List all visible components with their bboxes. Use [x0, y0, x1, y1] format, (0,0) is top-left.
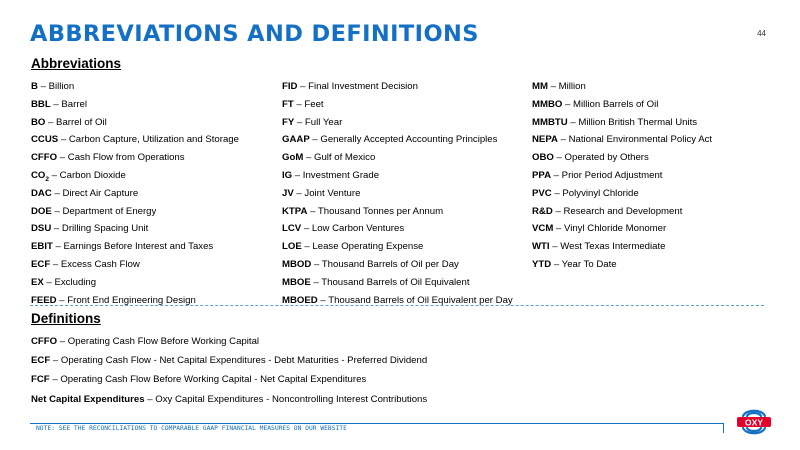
abbreviation-item-term: DAC	[31, 187, 52, 199]
abbreviation-item	[31, 170, 239, 188]
abbreviation-item-definition: – Thousand Barrels of Oil Equivalent	[310, 276, 470, 288]
abbreviation-item-definition: – Research and Development	[552, 205, 683, 217]
definition-item-term: FCF	[31, 374, 50, 386]
abbreviation-item-term: GoM	[282, 152, 304, 164]
abbreviation-item-term: OBO	[532, 152, 554, 164]
abbreviation-item-definition: – Lease Operating Expense	[301, 241, 424, 253]
definition-item-term: ECF	[31, 355, 51, 367]
definition-item	[31, 394, 427, 413]
abbreviation-item	[282, 188, 513, 206]
oxy-logo	[735, 402, 773, 442]
abbreviation-item-definition: – Feet	[293, 98, 324, 110]
abbreviations-column-2	[282, 81, 513, 312]
abbreviation-item-term: MBOED	[282, 294, 318, 306]
abbreviation-item-term: MBOD	[282, 258, 312, 270]
abbreviation-item-term: PVC	[532, 187, 552, 199]
abbreviation-item-definition: – Earnings Before Interest and Taxes	[52, 241, 214, 253]
abbreviation-item-definition: – National Environmental Policy Act	[557, 134, 713, 146]
abbreviation-item	[282, 99, 513, 117]
abbreviation-item-definition: – Investment Grade	[292, 169, 380, 181]
footer-note: NOTE: SEE THE RECONCILIATIONS TO COMPARABLE GAAP FINANCIAL MEASURES ON OUR WEBSITE	[30, 423, 724, 433]
abbreviations-column-3	[532, 81, 712, 277]
abbreviation-item	[282, 277, 513, 295]
abbreviation-item	[31, 117, 239, 135]
abbreviation-item	[532, 241, 712, 259]
abbreviation-item	[282, 206, 513, 224]
logo-text: OXY	[744, 417, 764, 428]
section-divider	[30, 305, 764, 306]
abbreviation-item	[31, 206, 239, 224]
abbreviation-item	[31, 152, 239, 170]
abbreviation-item-definition: – Generally Accepted Accounting Principles	[309, 134, 498, 146]
abbreviation-item-definition: – Vinyl Chloride Monomer	[553, 223, 667, 235]
abbreviation-item	[532, 81, 712, 99]
abbreviation-item-definition: – Low Carbon Ventures	[301, 223, 405, 235]
abbreviation-item	[31, 223, 239, 241]
abbreviations-column-1	[31, 81, 239, 312]
abbreviation-item-term: ECF	[31, 258, 51, 270]
page-number: 44	[757, 29, 766, 38]
abbreviation-item-definition: – Cash Flow from Operations	[57, 152, 185, 164]
abbreviation-item-term: DOE	[31, 205, 52, 217]
abbreviation-item	[31, 188, 239, 206]
abbreviation-item-term: MBOE	[282, 276, 311, 288]
abbreviation-item-term: FID	[282, 81, 298, 92]
abbreviation-item-definition: – Thousand Barrels of Oil per Day	[311, 258, 459, 270]
abbreviation-item-definition: – West Texas Intermediate	[549, 241, 666, 253]
abbreviation-item-definition: – Barrel of Oil	[45, 116, 107, 128]
abbreviation-item	[532, 259, 712, 277]
abbreviation-item	[31, 99, 239, 117]
abbreviation-item-definition: – Carbon Dioxide	[49, 169, 126, 181]
abbreviation-item-definition: – Front End Engineering Design	[56, 294, 196, 306]
abbreviation-item-definition: – Excess Cash Flow	[50, 258, 140, 270]
abbreviation-item-term: GAAP	[282, 134, 310, 146]
abbreviation-item-term: MMBO	[532, 98, 563, 110]
abbreviation-item	[282, 81, 513, 99]
abbreviation-item-term: B	[31, 81, 38, 92]
abbreviation-item-term: YTD	[532, 258, 552, 270]
definition-item	[31, 336, 427, 355]
abbreviation-item-term: EBIT	[31, 241, 53, 253]
abbreviation-item-term: KTPA	[282, 205, 308, 217]
definition-item	[31, 374, 427, 393]
abbreviation-item-term: MM	[532, 81, 548, 92]
abbreviation-item-definition: – Barrel	[50, 98, 87, 110]
abbreviation-item-definition: – Final Investment Decision	[297, 81, 418, 92]
abbreviation-item-definition: – Billion	[37, 81, 75, 92]
definition-item-definition: – Operating Cash Flow Before Working Capital	[57, 336, 260, 347]
abbreviation-item-definition: – Carbon Capture, Utilization and Storage	[58, 134, 239, 146]
abbreviation-item-definition: – Prior Period Adjustment	[551, 169, 663, 181]
definition-item-term: Net Capital Expenditures	[31, 393, 145, 405]
abbreviation-item-definition: – Full Year	[294, 116, 343, 128]
abbreviation-item	[532, 117, 712, 135]
abbreviation-item-term: PPA	[532, 169, 552, 181]
abbreviation-item-term: IG	[282, 169, 293, 181]
abbreviation-item-definition: – Million	[547, 81, 586, 92]
abbreviation-item-definition: – Million British Thermal Units	[567, 116, 698, 128]
abbreviation-item-term: NEPA	[532, 134, 558, 146]
abbreviation-item	[282, 223, 513, 241]
abbreviation-item-term: FEED	[31, 294, 57, 306]
abbreviation-item-term: LOE	[282, 241, 302, 253]
abbreviation-item-term: CFFO	[31, 152, 58, 164]
abbreviation-item-definition: – Thousand Tonnes per Annum	[307, 205, 444, 217]
abbreviation-item	[31, 81, 239, 99]
abbreviation-item	[31, 259, 239, 277]
abbreviation-item-definition: – Direct Air Capture	[51, 187, 139, 199]
definition-item-definition: – Operating Cash Flow Before Working Capital - Net Capital Expenditures	[49, 374, 367, 386]
abbreviation-item-term: R&D	[532, 205, 553, 217]
abbreviation-item-definition: – Excluding	[43, 276, 97, 288]
abbreviation-item-term: DSU	[31, 223, 52, 235]
abbreviation-item-term-display: $CO_2$	[31, 169, 50, 183]
definition-item-definition: – Oxy Capital Expenditures - Noncontrolling Interest Contributions	[144, 393, 428, 405]
abbreviation-item-definition: – Gulf of Mexico	[303, 152, 376, 164]
abbreviation-item-definition: – Year To Date	[551, 258, 617, 270]
abbreviation-item	[282, 170, 513, 188]
definitions-heading: Definitions	[31, 311, 101, 326]
definition-item	[31, 355, 427, 374]
abbreviation-item	[31, 295, 239, 313]
definitions-list	[31, 336, 427, 413]
abbreviation-item-definition: – Polyvinyl Chloride	[551, 187, 639, 199]
abbreviation-item	[282, 295, 513, 313]
abbreviation-item-term: MMBTU	[532, 116, 568, 128]
page-title: ABBREVIATIONS AND DEFINITIONS	[30, 21, 479, 47]
abbreviation-item	[282, 241, 513, 259]
abbreviation-item-term: WTI	[532, 241, 550, 253]
abbreviation-item	[31, 241, 239, 259]
abbreviation-item-definition: – Joint Venture	[293, 187, 361, 199]
abbreviation-item	[282, 134, 513, 152]
definition-item-definition: – Operating Cash Flow - Net Capital Expenditures - Debt Maturities - Preferred Dividend	[50, 355, 428, 367]
abbreviation-item-definition: – Operated by Others	[553, 152, 649, 164]
abbreviation-item	[31, 277, 239, 295]
abbreviation-item-definition: – Million Barrels of Oil	[562, 98, 659, 110]
abbreviation-item-term: LCV	[282, 223, 302, 235]
abbreviations-heading: Abbreviations	[31, 56, 122, 71]
abbreviation-item	[532, 152, 712, 170]
definition-item-term: CFFO	[31, 336, 58, 347]
abbreviation-item-definition: – Drilling Spacing Unit	[51, 223, 149, 235]
abbreviation-item	[532, 134, 712, 152]
abbreviation-item	[31, 134, 239, 152]
abbreviation-item-term: BO	[31, 116, 46, 128]
abbreviation-item-term: JV	[282, 187, 294, 199]
abbreviation-item-definition: – Thousand Barrels of Oil Equivalent per Day	[317, 294, 513, 306]
abbreviation-item	[282, 259, 513, 277]
abbreviation-item	[282, 117, 513, 135]
abbreviation-item-term: BBL	[31, 98, 51, 110]
abbreviation-item	[282, 152, 513, 170]
abbreviation-item	[532, 99, 712, 117]
abbreviation-item-term: EX	[31, 276, 44, 288]
abbreviation-item-term: FT	[282, 98, 294, 110]
abbreviation-item-term: FY	[282, 116, 295, 128]
abbreviation-item	[532, 206, 712, 224]
abbreviation-item-definition: – Department of Energy	[51, 205, 157, 217]
abbreviation-item-term: VCM	[532, 223, 554, 235]
abbreviation-item	[532, 188, 712, 206]
abbreviation-item-term: CCUS	[31, 134, 59, 146]
abbreviation-item	[532, 223, 712, 241]
abbreviation-item	[532, 170, 712, 188]
